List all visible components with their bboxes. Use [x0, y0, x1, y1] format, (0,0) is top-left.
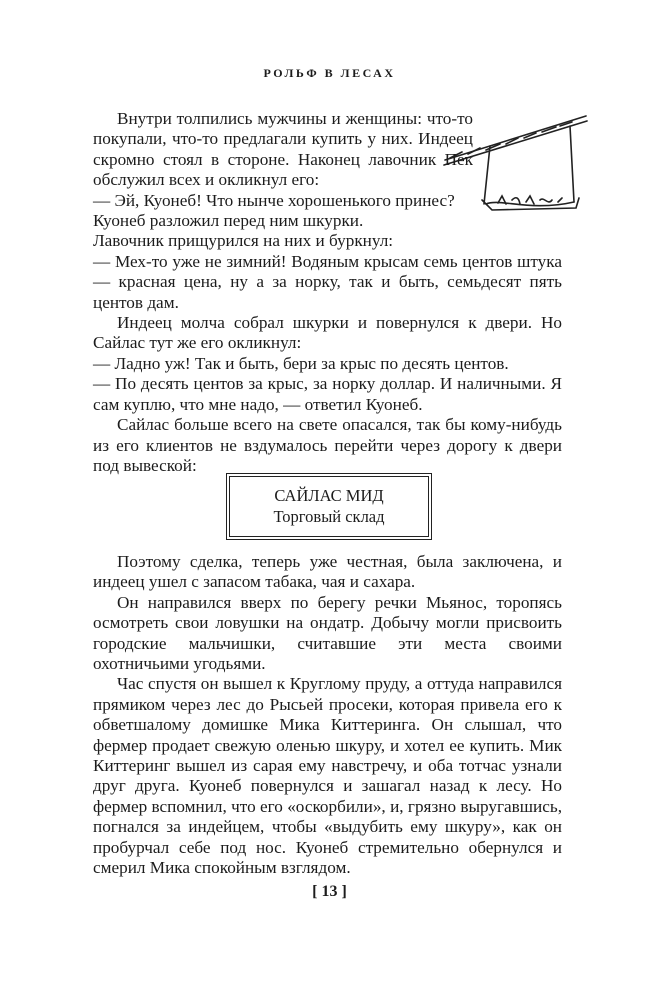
paragraph: Индеец молча собрал шкурки и повернулся к двери. Но Сайлас тут же его окликнул:	[93, 313, 562, 353]
paragraph: Он направился вверх по берегу речки Мьянос, торопясь осмотреть свои ловушки на ондатр. Добычу могли присвоить городские мальчишки, считавшие эти места своими охотничьими угодьями.	[93, 592, 562, 674]
sign-title: САЙЛАС МИД	[274, 486, 384, 505]
store-sign	[229, 476, 429, 537]
paragraph: — Ладно уж! Так и быть, бери за крыс по десять центов.	[93, 353, 509, 373]
paragraph: Внутри толпились мужчины и женщины: что-то покупали, что-то предлагали купить у них. Индеец скромно стоял в стороне. Наконец лавочник Пек обслужил всех и окликнул его:	[93, 109, 473, 190]
sign-subtitle: Торговый склад	[273, 507, 385, 526]
paragraph: Поэтому сделка, теперь уже честная, была заключена, и индеец ушел с запасом табака, чая и сахара.	[93, 552, 562, 592]
running-title: РОЛЬФ В ЛЕСАХ	[263, 66, 396, 80]
text-block-top	[93, 109, 562, 476]
paragraph: Сайлас больше всего на свете опасался, так бы кому-нибудь из его клиентов не вздумалось перейти через дорогу к двери под вывеской:	[93, 415, 562, 475]
page-number: [ 13 ]	[312, 883, 347, 900]
paragraph: — Эй, Куонеб! Что нынче хорошенького принес?	[93, 190, 455, 210]
paragraph: Час спустя он вышел к Круглому пруду, а оттуда направился прямиком через лес до Рысьей просеки, которая привела его к обветшалому домишке Мика Киттеринга. Он слышал, что фермер продает свежую оленью шкуру, и хотел ее купить. Мик Киттеринг вышел из сарая ему навстречу, и оба тотчас узнали друг друга. Куонеб повернулся и зашагал назад к лесу. Но фермер вспомнил, что его «оскорбили», и, грязно выругавшись, погнался за индейцем, чтобы «выдубить ему шкуру», как он пробурчал себе под нос. Куонеб стремительно обернулся и смерил Мика спокойным взглядом.	[93, 674, 562, 878]
paragraph: — По десять центов за крыс, за норку доллар. И наличными. Я сам куплю, что мне надо, — ответил Куонеб.	[93, 374, 562, 414]
paragraph: Лавочник прищурился на них и буркнул:	[93, 231, 394, 251]
paragraph: Куонеб разложил перед ним шкурки.	[93, 211, 364, 231]
text-block-bottom	[93, 552, 562, 879]
paragraph: — Мех-то уже не зимний! Водяным крысам семь центов штука — красная цена, ну а за норку, так и быть, семьдесят пять центов дам.	[93, 251, 562, 312]
